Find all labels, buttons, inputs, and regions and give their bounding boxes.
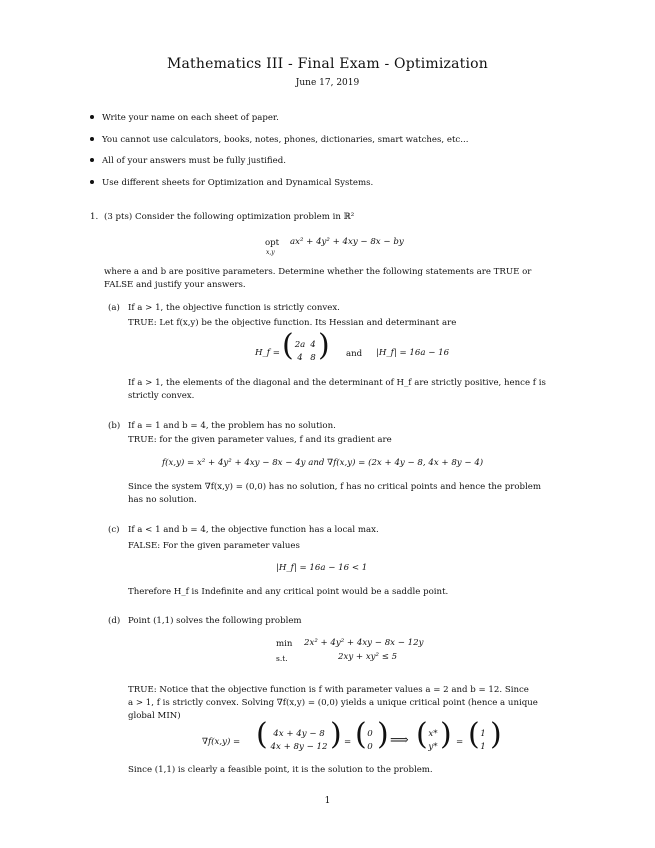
zero-vector xyxy=(355,717,389,755)
part-c-statement: If a < 1 and b = 4, the objective function has a local max. xyxy=(128,525,379,535)
solution-vector xyxy=(468,717,502,755)
instruction-item: All of your answers must be fully justified. xyxy=(90,155,286,168)
gradient-lhs: ∇f(x,y) = xyxy=(202,737,241,747)
bullet-icon xyxy=(90,137,94,141)
right-paren-icon: ) xyxy=(440,717,452,752)
part-b-conclusion1: Since the system ∇f(x,y) = (0,0) has no solution, f has no critical points and hence the problem xyxy=(128,482,542,492)
matrix-cell: 4 xyxy=(310,340,316,350)
part-d-answer2: a > 1, f is strictly convex. Solving ∇f(x,y) = (0,0) yields a unique critical point (hence a unique xyxy=(128,698,538,708)
equals-sign: = xyxy=(456,737,464,747)
hessian-lhs: H_f = xyxy=(255,348,280,358)
instruction-item: You cannot use calculators, books, notes, phones, dictionaries, smart watches, etc... xyxy=(90,134,468,147)
right-paren-icon: ) xyxy=(377,717,389,752)
left-paren-icon: ( xyxy=(468,717,480,752)
right-paren-icon: ) xyxy=(490,717,502,752)
objective-function: ax² + 4y² + 4xy − 8x − by xyxy=(290,237,404,247)
vector-entry: 0 xyxy=(367,729,373,739)
part-label-c: (c) xyxy=(108,525,120,535)
problem-where-line1: where a and b are positive parameters. Determine whether the following statements are TRUE or xyxy=(104,267,532,277)
problem-where-line2: FALSE and justify your answers. xyxy=(104,280,246,290)
part-a-statement: If a > 1, the objective function is strictly convex. xyxy=(128,303,340,313)
vector-entry: 1 xyxy=(480,742,486,752)
part-b-conclusion2: has no solution. xyxy=(128,495,197,505)
matrix-cell: 2a xyxy=(294,340,306,350)
bullet-icon xyxy=(90,115,94,119)
and-word: and xyxy=(346,349,363,359)
critical-point-vector xyxy=(416,717,452,755)
part-b-statement: If a = 1 and b = 4, the problem has no solution. xyxy=(128,421,336,431)
part-c-formula: |H_f| = 16a − 16 < 1 xyxy=(276,563,368,573)
bullet-icon xyxy=(90,158,94,162)
exam-date: June 17, 2019 xyxy=(295,78,360,88)
vector-entry: 4x + 4y − 8 xyxy=(273,729,325,739)
problem-intro: (3 pts) Consider the following optimization problem in ℝ² xyxy=(104,212,355,222)
instruction-item: Write your name on each sheet of paper. xyxy=(90,112,279,125)
part-b-answer: TRUE: for the given parameter values, f and its gradient are xyxy=(128,435,392,445)
opt-subscript: x,y xyxy=(266,249,275,256)
problem-number: 1. xyxy=(90,212,99,222)
left-paren-icon: ( xyxy=(355,717,367,752)
part-b-formula: f(x,y) = x² + 4y² + 4xy − 8x − 4y and ∇f(x,y) = (2x + 4y − 8, 4x + 8y − 4) xyxy=(162,458,484,468)
min-operator: min xyxy=(276,639,293,649)
part-c-conclusion: Therefore H_f is Indefinite and any critical point would be a saddle point. xyxy=(128,587,449,597)
part-d-conclusion: Since (1,1) is clearly a feasible point, it is the solution to the problem. xyxy=(128,765,433,775)
hessian-determinant: |H_f| = 16a − 16 xyxy=(376,348,450,358)
part-label-b: (b) xyxy=(108,421,121,431)
part-label-a: (a) xyxy=(108,303,120,313)
gradient-vector xyxy=(256,717,342,755)
equals-sign: = xyxy=(344,737,352,747)
left-paren-icon: ( xyxy=(282,328,294,363)
opt-operator: opt xyxy=(265,238,280,248)
part-a-conclusion1: If a > 1, the elements of the diagonal and the determinant of H_f are strictly positive, hence f is xyxy=(128,378,546,388)
hessian-matrix xyxy=(282,328,330,366)
matrix-cell: 8 xyxy=(310,353,316,363)
part-label-d: (d) xyxy=(108,616,121,626)
part-d-statement: Point (1,1) solves the following problem xyxy=(128,616,302,626)
implies-arrow-icon: ⟹ xyxy=(390,733,409,748)
min-objective: 2x² + 4y² + 4xy − 8x − 12y xyxy=(304,638,424,648)
right-paren-icon: ) xyxy=(318,328,330,363)
vector-entry: 0 xyxy=(367,742,373,752)
part-d-answer1: TRUE: Notice that the objective function is f with parameter values a = 2 and b = 12. Since xyxy=(128,685,529,695)
constraint: 2xy + xy² ≤ 5 xyxy=(338,652,398,662)
page-title: Mathematics III - Final Exam - Optimization xyxy=(166,56,489,72)
matrix-cell: 4 xyxy=(297,353,303,363)
subject-to-label: s.t. xyxy=(276,654,288,663)
bullet-icon xyxy=(90,180,94,184)
left-paren-icon: ( xyxy=(256,717,268,752)
instruction-item: Use different sheets for Optimization and Dynamical Systems. xyxy=(90,177,373,190)
right-paren-icon: ) xyxy=(330,717,342,752)
vector-entry: 1 xyxy=(480,729,486,739)
part-c-answer: FALSE: For the given parameter values xyxy=(128,541,300,551)
vector-entry: 4x + 8y − 12 xyxy=(270,742,328,752)
vector-entry: x* xyxy=(428,729,438,739)
part-a-conclusion2: strictly convex. xyxy=(128,391,195,401)
page-number: 1 xyxy=(324,796,331,806)
part-a-answer: TRUE: Let f(x,y) be the objective function. Its Hessian and determinant are xyxy=(128,318,457,328)
part-d-answer3: global MIN) xyxy=(128,711,181,721)
left-paren-icon: ( xyxy=(416,717,428,752)
vector-entry: y* xyxy=(428,742,438,752)
